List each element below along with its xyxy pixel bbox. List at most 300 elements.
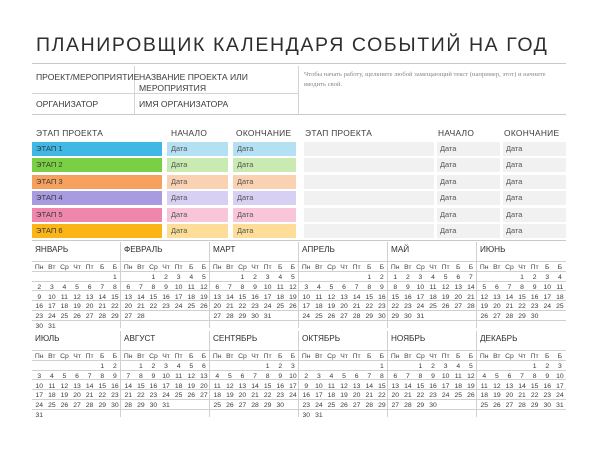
- day-cell[interactable]: 14: [98, 293, 107, 301]
- day-cell[interactable]: 8: [265, 372, 270, 380]
- day-cell[interactable]: 12: [467, 372, 475, 380]
- day-cell[interactable]: 11: [175, 372, 183, 380]
- day-cell[interactable]: 9: [431, 372, 435, 380]
- day-cell[interactable]: 12: [441, 283, 450, 291]
- day-cell[interactable]: 14: [85, 382, 94, 390]
- day-cell[interactable]: 22: [391, 303, 400, 311]
- day-cell[interactable]: 15: [391, 293, 400, 301]
- day-cell[interactable]: 25: [315, 313, 323, 321]
- day-cell[interactable]: 23: [429, 392, 437, 400]
- day-cell[interactable]: 3: [443, 363, 448, 370]
- day-cell[interactable]: 22: [263, 392, 272, 400]
- day-cell[interactable]: 6: [87, 283, 92, 291]
- phase-name[interactable]: ЭТАП 4: [32, 191, 162, 205]
- phase-start-date[interactable]: Дата: [437, 158, 500, 172]
- day-cell[interactable]: 7: [520, 372, 524, 380]
- phase-start-date[interactable]: Дата: [167, 224, 228, 238]
- day-cell[interactable]: 18: [454, 382, 463, 390]
- day-cell[interactable]: 22: [137, 392, 145, 400]
- day-cell[interactable]: 24: [556, 392, 564, 400]
- day-cell[interactable]: 11: [315, 293, 323, 301]
- day-cell[interactable]: 10: [263, 283, 272, 291]
- day-cell[interactable]: 18: [213, 392, 222, 400]
- day-cell[interactable]: 8: [520, 283, 524, 291]
- phase-end-date[interactable]: Дата: [233, 224, 296, 238]
- day-cell[interactable]: 2: [545, 363, 550, 370]
- day-cell[interactable]: 22: [365, 303, 374, 311]
- day-cell[interactable]: 29: [416, 402, 425, 410]
- day-cell[interactable]: 9: [37, 293, 42, 301]
- day-cell[interactable]: 20: [391, 392, 400, 400]
- day-cell[interactable]: 12: [73, 293, 81, 301]
- day-cell[interactable]: 8: [138, 372, 143, 380]
- day-cell[interactable]: 3: [164, 363, 168, 370]
- day-cell[interactable]: 17: [289, 382, 297, 390]
- phase-end-date[interactable]: Дата: [233, 175, 296, 189]
- day-cell[interactable]: 26: [467, 392, 475, 400]
- day-cell[interactable]: 1: [265, 363, 270, 370]
- day-cell[interactable]: 14: [518, 382, 526, 390]
- day-cell[interactable]: 11: [60, 293, 68, 301]
- day-cell[interactable]: 15: [378, 382, 386, 390]
- day-cell[interactable]: 27: [85, 313, 94, 321]
- day-cell[interactable]: 14: [226, 293, 234, 301]
- day-cell[interactable]: 25: [187, 303, 196, 311]
- phase-name[interactable]: [304, 208, 434, 222]
- day-cell[interactable]: 4: [189, 274, 194, 281]
- day-cell[interactable]: 30: [35, 323, 44, 330]
- day-cell[interactable]: 16: [251, 293, 259, 301]
- day-cell[interactable]: 3: [265, 274, 270, 281]
- phase-end-date[interactable]: Дата: [233, 158, 296, 172]
- day-cell[interactable]: 28: [98, 313, 107, 321]
- day-cell[interactable]: 9: [379, 283, 384, 291]
- day-cell[interactable]: 16: [276, 382, 285, 390]
- day-cell[interactable]: 4: [329, 372, 334, 380]
- day-cell[interactable]: 11: [327, 382, 335, 390]
- day-cell[interactable]: 17: [302, 303, 311, 311]
- phase-name[interactable]: [304, 142, 434, 156]
- day-cell[interactable]: 18: [315, 303, 323, 311]
- day-cell[interactable]: 9: [253, 283, 257, 291]
- day-cell[interactable]: 17: [35, 392, 44, 400]
- day-cell[interactable]: 9: [278, 372, 283, 380]
- day-cell[interactable]: 31: [315, 412, 323, 419]
- day-cell[interactable]: 17: [441, 382, 450, 390]
- day-cell[interactable]: 21: [365, 392, 374, 400]
- day-cell[interactable]: 25: [48, 402, 56, 410]
- day-cell[interactable]: 26: [493, 402, 501, 410]
- day-cell[interactable]: 4: [176, 363, 181, 370]
- day-cell[interactable]: 1: [240, 274, 245, 281]
- phase-end-date[interactable]: Дата: [503, 142, 566, 156]
- day-cell[interactable]: 10: [441, 372, 450, 380]
- day-cell[interactable]: 30: [378, 313, 386, 321]
- day-cell[interactable]: 23: [276, 392, 285, 400]
- day-cell[interactable]: 13: [124, 293, 133, 301]
- day-cell[interactable]: 27: [213, 313, 222, 321]
- day-cell[interactable]: 17: [543, 293, 552, 301]
- day-cell[interactable]: 20: [238, 392, 247, 400]
- day-cell[interactable]: 21: [404, 392, 412, 400]
- day-cell[interactable]: 27: [352, 402, 361, 410]
- day-cell[interactable]: 7: [468, 274, 473, 281]
- day-cell[interactable]: 13: [391, 382, 400, 390]
- day-cell[interactable]: 31: [416, 313, 425, 321]
- day-cell[interactable]: 29: [137, 402, 145, 410]
- day-cell[interactable]: 24: [35, 402, 44, 410]
- day-cell[interactable]: 3: [545, 274, 550, 281]
- day-cell[interactable]: 28: [251, 402, 259, 410]
- day-cell[interactable]: 29: [378, 402, 386, 410]
- day-cell[interactable]: 8: [112, 283, 117, 291]
- day-cell[interactable]: 24: [289, 392, 297, 400]
- day-cell[interactable]: 13: [238, 382, 247, 390]
- day-cell[interactable]: 1: [367, 274, 372, 281]
- day-cell[interactable]: 30: [543, 402, 552, 410]
- day-cell[interactable]: 16: [543, 382, 552, 390]
- day-cell[interactable]: 1: [532, 363, 537, 370]
- day-cell[interactable]: 7: [227, 283, 232, 291]
- day-cell[interactable]: 2: [431, 363, 435, 370]
- day-cell[interactable]: 7: [100, 283, 105, 291]
- phase-start-date[interactable]: Дата: [437, 208, 500, 222]
- day-cell[interactable]: 15: [238, 293, 247, 301]
- day-cell[interactable]: 1: [138, 363, 143, 370]
- day-cell[interactable]: 9: [532, 283, 537, 291]
- day-cell[interactable]: 7: [87, 372, 92, 380]
- phase-end-date[interactable]: Дата: [503, 191, 566, 205]
- day-cell[interactable]: 16: [378, 293, 386, 301]
- day-cell[interactable]: 4: [431, 274, 435, 281]
- day-cell[interactable]: 3: [418, 274, 423, 281]
- day-cell[interactable]: 31: [35, 412, 44, 419]
- day-cell[interactable]: 21: [352, 303, 361, 311]
- day-cell[interactable]: 2: [379, 274, 384, 281]
- day-cell[interactable]: 8: [367, 283, 372, 291]
- day-cell[interactable]: 31: [162, 402, 170, 410]
- day-cell[interactable]: 19: [493, 392, 501, 400]
- day-cell[interactable]: 24: [174, 303, 183, 311]
- day-cell[interactable]: 16: [162, 293, 170, 301]
- day-cell[interactable]: 17: [263, 293, 272, 301]
- day-cell[interactable]: 29: [238, 313, 247, 321]
- day-cell[interactable]: 2: [151, 363, 156, 370]
- day-cell[interactable]: 1: [418, 363, 423, 370]
- day-cell[interactable]: 18: [429, 293, 437, 301]
- day-cell[interactable]: 28: [404, 402, 412, 410]
- day-cell[interactable]: 31: [263, 313, 272, 321]
- day-cell[interactable]: 15: [365, 293, 374, 301]
- day-cell[interactable]: 4: [557, 274, 562, 281]
- day-cell[interactable]: 21: [467, 293, 475, 301]
- day-cell[interactable]: 2: [405, 274, 410, 281]
- day-cell[interactable]: 17: [162, 382, 170, 390]
- day-cell[interactable]: 19: [226, 392, 234, 400]
- day-cell[interactable]: 12: [340, 382, 348, 390]
- day-cell[interactable]: 5: [494, 372, 499, 380]
- day-cell[interactable]: 6: [215, 283, 220, 291]
- day-cell[interactable]: 10: [302, 293, 311, 301]
- phase-name[interactable]: [304, 191, 434, 205]
- phase-start-date[interactable]: Дата: [437, 175, 500, 189]
- day-cell[interactable]: 14: [251, 382, 259, 390]
- day-cell[interactable]: 5: [468, 363, 473, 370]
- day-cell[interactable]: 14: [352, 293, 361, 301]
- phase-start-date[interactable]: Дата: [437, 191, 500, 205]
- day-cell[interactable]: 14: [467, 283, 475, 291]
- day-cell[interactable]: 15: [530, 382, 539, 390]
- day-cell[interactable]: 4: [278, 274, 283, 281]
- day-cell[interactable]: 20: [493, 303, 501, 311]
- phase-start-date[interactable]: Дата: [167, 158, 228, 172]
- day-cell[interactable]: 16: [404, 293, 412, 301]
- day-cell[interactable]: 27: [505, 402, 514, 410]
- phase-end-date[interactable]: Дата: [233, 191, 296, 205]
- day-cell[interactable]: 27: [391, 402, 400, 410]
- day-cell[interactable]: 13: [505, 382, 514, 390]
- day-cell[interactable]: 8: [100, 372, 105, 380]
- day-cell[interactable]: 22: [416, 392, 425, 400]
- day-cell[interactable]: 11: [480, 382, 488, 390]
- day-cell[interactable]: 10: [174, 283, 183, 291]
- day-cell[interactable]: 2: [304, 372, 309, 380]
- day-cell[interactable]: 6: [456, 274, 461, 281]
- day-cell[interactable]: 19: [73, 303, 81, 311]
- day-cell[interactable]: 20: [200, 382, 208, 390]
- day-cell[interactable]: 16: [302, 392, 311, 400]
- day-cell[interactable]: 23: [251, 303, 259, 311]
- day-cell[interactable]: 8: [393, 283, 398, 291]
- day-cell[interactable]: 18: [480, 392, 489, 400]
- day-cell[interactable]: 31: [556, 402, 564, 410]
- day-cell[interactable]: 22: [98, 392, 107, 400]
- day-cell[interactable]: 19: [187, 382, 196, 390]
- day-cell[interactable]: 18: [187, 293, 196, 301]
- day-cell[interactable]: 30: [302, 412, 311, 419]
- day-cell[interactable]: 23: [378, 303, 386, 311]
- day-cell[interactable]: 25: [60, 313, 69, 321]
- day-cell[interactable]: 13: [340, 293, 348, 301]
- day-cell[interactable]: 11: [48, 382, 56, 390]
- day-cell[interactable]: 3: [176, 274, 181, 281]
- day-cell[interactable]: 18: [556, 293, 564, 301]
- day-cell[interactable]: 7: [138, 283, 143, 291]
- day-cell[interactable]: 25: [480, 402, 489, 410]
- day-cell[interactable]: 5: [189, 363, 194, 370]
- day-cell[interactable]: 15: [263, 382, 272, 390]
- day-cell[interactable]: 5: [443, 274, 448, 281]
- day-cell[interactable]: 26: [226, 402, 234, 410]
- day-cell[interactable]: 5: [329, 283, 334, 291]
- day-cell[interactable]: 15: [149, 293, 158, 301]
- day-cell[interactable]: 23: [162, 303, 170, 311]
- day-cell[interactable]: 15: [111, 293, 119, 301]
- day-cell[interactable]: 6: [494, 283, 499, 291]
- phase-end-date[interactable]: Дата: [503, 208, 566, 222]
- day-cell[interactable]: 19: [60, 392, 69, 400]
- day-cell[interactable]: 29: [391, 313, 400, 321]
- day-cell[interactable]: 17: [416, 293, 425, 301]
- phase-name[interactable]: [304, 175, 434, 189]
- day-cell[interactable]: 29: [263, 402, 272, 410]
- day-cell[interactable]: 30: [149, 402, 158, 410]
- day-cell[interactable]: 16: [429, 382, 437, 390]
- day-cell[interactable]: 17: [48, 303, 56, 311]
- day-cell[interactable]: 26: [327, 313, 336, 321]
- day-cell[interactable]: 4: [215, 372, 220, 380]
- day-cell[interactable]: 12: [327, 293, 336, 301]
- day-cell[interactable]: 7: [405, 372, 410, 380]
- day-cell[interactable]: 3: [49, 283, 54, 291]
- day-cell[interactable]: 20: [73, 392, 81, 400]
- day-cell[interactable]: 26: [289, 303, 297, 311]
- day-cell[interactable]: 8: [151, 283, 156, 291]
- day-cell[interactable]: 22: [149, 303, 158, 311]
- day-cell[interactable]: 1: [112, 274, 117, 281]
- day-cell[interactable]: 18: [327, 392, 336, 400]
- day-cell[interactable]: 28: [85, 402, 94, 410]
- day-cell[interactable]: 5: [227, 372, 232, 380]
- day-cell[interactable]: 28: [365, 402, 374, 410]
- day-cell[interactable]: 28: [518, 402, 526, 410]
- day-cell[interactable]: 27: [454, 303, 463, 311]
- day-cell[interactable]: 8: [379, 372, 384, 380]
- day-cell[interactable]: 21: [226, 303, 234, 311]
- phase-name[interactable]: ЭТАП 6: [32, 224, 162, 238]
- day-cell[interactable]: 28: [467, 303, 475, 311]
- day-cell[interactable]: 29: [98, 402, 107, 410]
- day-cell[interactable]: 20: [85, 303, 94, 311]
- phase-end-date[interactable]: Дата: [233, 208, 296, 222]
- phase-start-date[interactable]: Дата: [437, 142, 500, 156]
- day-cell[interactable]: 12: [493, 382, 501, 390]
- day-cell[interactable]: 21: [518, 392, 526, 400]
- day-cell[interactable]: 5: [62, 372, 67, 380]
- day-cell[interactable]: 21: [124, 392, 133, 400]
- day-cell[interactable]: 11: [556, 283, 564, 291]
- day-cell[interactable]: 30: [530, 313, 539, 321]
- day-cell[interactable]: 22: [378, 392, 386, 400]
- day-cell[interactable]: 26: [441, 303, 450, 311]
- day-cell[interactable]: 20: [505, 392, 514, 400]
- phase-name[interactable]: [304, 224, 434, 238]
- phase-end-date[interactable]: Дата: [503, 158, 566, 172]
- day-cell[interactable]: 8: [240, 283, 245, 291]
- day-cell[interactable]: 12: [289, 283, 297, 291]
- day-cell[interactable]: 24: [162, 392, 170, 400]
- day-cell[interactable]: 6: [507, 372, 512, 380]
- day-cell[interactable]: 12: [226, 382, 234, 390]
- day-cell[interactable]: 6: [201, 363, 206, 370]
- day-cell[interactable]: 2: [112, 363, 117, 370]
- day-cell[interactable]: 5: [342, 372, 346, 380]
- day-cell[interactable]: 3: [316, 372, 321, 380]
- day-cell[interactable]: 6: [354, 372, 359, 380]
- day-cell[interactable]: 8: [532, 372, 537, 380]
- day-cell[interactable]: 24: [543, 303, 552, 311]
- day-cell[interactable]: 12: [187, 372, 196, 380]
- day-cell[interactable]: 18: [174, 382, 183, 390]
- day-cell[interactable]: 29: [111, 313, 119, 321]
- day-cell[interactable]: 23: [35, 313, 44, 321]
- day-cell[interactable]: 5: [290, 274, 295, 281]
- day-cell[interactable]: 23: [543, 392, 552, 400]
- day-cell[interactable]: 5: [75, 283, 79, 291]
- day-cell[interactable]: 1: [379, 363, 384, 370]
- day-cell[interactable]: 26: [340, 402, 348, 410]
- day-cell[interactable]: 10: [556, 372, 564, 380]
- day-cell[interactable]: 11: [429, 283, 437, 291]
- day-cell[interactable]: 16: [530, 293, 539, 301]
- day-cell[interactable]: 30: [111, 402, 119, 410]
- day-cell[interactable]: 16: [111, 382, 119, 390]
- day-cell[interactable]: 11: [187, 283, 195, 291]
- day-cell[interactable]: 1: [393, 274, 398, 281]
- phase-start-date[interactable]: Дата: [437, 224, 500, 238]
- day-cell[interactable]: 10: [162, 372, 170, 380]
- day-cell[interactable]: 4: [482, 372, 487, 380]
- project-value[interactable]: НАЗВАНИЕ ПРОЕКТА ИЛИ МЕРОПРИЯТИЯ: [139, 72, 248, 93]
- day-cell[interactable]: 10: [35, 382, 44, 390]
- day-cell[interactable]: 27: [73, 402, 81, 410]
- day-cell[interactable]: 9: [405, 283, 410, 291]
- day-cell[interactable]: 14: [404, 382, 412, 390]
- day-cell[interactable]: 28: [137, 313, 145, 321]
- day-cell[interactable]: 9: [545, 372, 550, 380]
- day-cell[interactable]: 19: [340, 392, 348, 400]
- day-cell[interactable]: 12: [60, 382, 69, 390]
- day-cell[interactable]: 27: [124, 313, 133, 321]
- day-cell[interactable]: 22: [238, 303, 247, 311]
- day-cell[interactable]: 24: [441, 392, 450, 400]
- day-cell[interactable]: 17: [174, 293, 183, 301]
- day-cell[interactable]: 13: [85, 293, 94, 301]
- day-cell[interactable]: 26: [73, 313, 81, 321]
- day-cell[interactable]: 7: [507, 283, 512, 291]
- day-cell[interactable]: 19: [467, 382, 475, 390]
- day-cell[interactable]: 24: [48, 313, 56, 321]
- day-cell[interactable]: 28: [505, 313, 514, 321]
- day-cell[interactable]: 13: [73, 382, 81, 390]
- phase-end-date[interactable]: Дата: [233, 142, 296, 156]
- day-cell[interactable]: 30: [404, 313, 412, 321]
- day-cell[interactable]: 15: [137, 382, 145, 390]
- day-cell[interactable]: 29: [530, 402, 539, 410]
- day-cell[interactable]: 18: [48, 392, 56, 400]
- day-cell[interactable]: 20: [454, 293, 463, 301]
- instruction-hint[interactable]: Чтобы начать работу, щелкните любой замещающий текст (например, этот) и начните вводить свой.: [304, 71, 546, 88]
- day-cell[interactable]: 4: [316, 283, 321, 291]
- day-cell[interactable]: 1: [151, 274, 156, 281]
- day-cell[interactable]: 14: [137, 293, 145, 301]
- day-cell[interactable]: 6: [240, 372, 245, 380]
- day-cell[interactable]: 23: [530, 303, 539, 311]
- day-cell[interactable]: 24: [315, 402, 323, 410]
- day-cell[interactable]: 9: [112, 372, 117, 380]
- day-cell[interactable]: 25: [213, 402, 222, 410]
- day-cell[interactable]: 10: [315, 382, 323, 390]
- day-cell[interactable]: 3: [290, 363, 295, 370]
- day-cell[interactable]: 15: [98, 382, 107, 390]
- day-cell[interactable]: 26: [187, 392, 196, 400]
- phase-name[interactable]: [304, 158, 434, 172]
- day-cell[interactable]: 20: [124, 303, 133, 311]
- day-cell[interactable]: 23: [302, 402, 311, 410]
- day-cell[interactable]: 13: [213, 293, 222, 301]
- day-cell[interactable]: 22: [518, 303, 526, 311]
- day-cell[interactable]: 31: [48, 323, 56, 330]
